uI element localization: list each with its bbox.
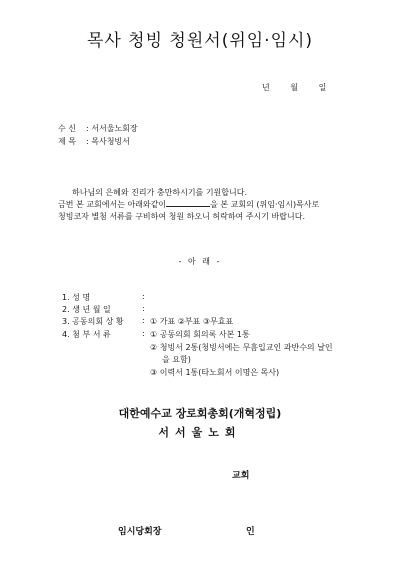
field-name-label: 1. 성 명 xyxy=(62,293,91,302)
body-line-2-pre: 금번 본 교회에서는 아래와같이 xyxy=(58,200,167,209)
field-name-colon: : xyxy=(142,292,145,301)
seal-label: 인 xyxy=(246,527,255,537)
document-title: 목사 청빙 청원서(위임·임시) xyxy=(86,31,314,51)
attachment-1: ① 공동의회 회의록 사본 1통 xyxy=(150,330,250,339)
body-line-1: 하나님의 은혜와 진리가 충만하시기를 기원합니다. xyxy=(72,188,248,197)
body-line-3: 청빙코자 별첨 서류를 구비하여 청원 하오니 허락하여 주시기 바랍니다. xyxy=(58,212,305,221)
date-month: 월 xyxy=(290,83,300,92)
body-line-2-post: 을 본 교회의 (위임·임시)목사로 xyxy=(210,200,320,209)
field-meeting xyxy=(62,316,234,327)
church-label: 교회 xyxy=(232,471,250,481)
attachment-3: ③ 이력서 1통(타노회서 이명은 목사) xyxy=(150,368,280,377)
denomination-name: 대한예수교 장로회총회(개혁정립) xyxy=(118,407,282,420)
ahrae-heading: - 아 래 - xyxy=(178,257,222,266)
name-blank xyxy=(166,199,210,207)
recipient-label: 수 신 xyxy=(58,124,76,133)
date-year: 년 xyxy=(262,83,271,92)
field-attach-label: 4. 첨 부 서 류 xyxy=(62,330,111,339)
recipient-value: 서서울노회장 xyxy=(91,124,138,133)
chair-label: 임시당회장 xyxy=(118,527,162,537)
recipient-row: 수 신 : 서서울노회장 xyxy=(58,124,138,133)
attachment-2: ② 청빙서 2통(청빙서에는 무흠입교인 과반수의 날인 xyxy=(150,343,333,352)
subject-value: 목사청빙서 xyxy=(91,137,130,146)
date-day: 일 xyxy=(318,83,328,92)
field-meeting-colon: : xyxy=(142,316,145,325)
field-meeting-label: 3. 공동의회 상 황 xyxy=(62,317,124,326)
field-attach xyxy=(62,329,250,340)
field-attach-colon: : xyxy=(142,329,145,338)
date-line xyxy=(262,82,343,93)
fields-list xyxy=(62,292,362,382)
field-name xyxy=(62,292,145,303)
field-birth-label: 2. 생 년 월 일 xyxy=(62,305,111,314)
attachment-2-cont: 을 요함) xyxy=(162,355,191,364)
field-birth xyxy=(62,304,145,315)
vote-options: ① 가표 ②부표 ③무효표 xyxy=(150,317,234,326)
body-line-2 xyxy=(58,199,358,211)
field-birth-colon: : xyxy=(142,304,145,313)
presbytery-name: 서서울노회 xyxy=(158,426,242,439)
subject-row: 제 목 : 목사청빙서 xyxy=(58,137,130,146)
subject-label: 제 목 xyxy=(58,137,76,146)
